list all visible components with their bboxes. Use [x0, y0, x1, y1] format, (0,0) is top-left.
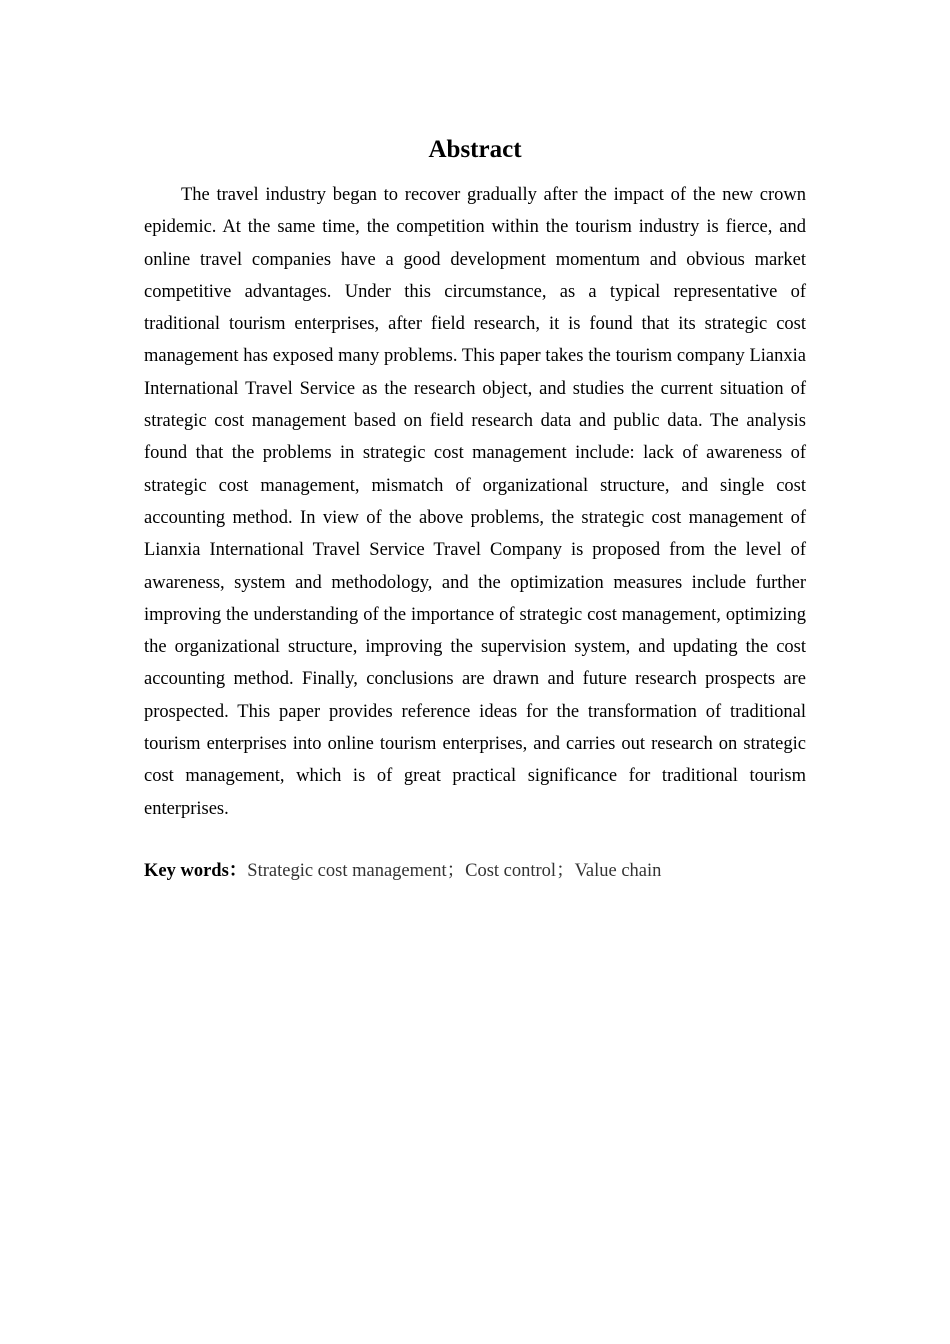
abstract-paragraph: The travel industry began to recover gradually after the impact of the new crown epidemic. At the same time, the competition within the tourism industry is fierce, and online travel companies have a good development momentum and obvious market competitive advantages. Under this circumstance, as a typical representative of traditional tourism enterprises, after field research, it is found that its strategic cost management has exposed many problems. This paper takes the tourism company Lianxia International Travel Service as the research object, and studies the current situation of strategic cost management based on field research data and public data. The analysis found that the problems in strategic cost management include: lack of awareness of strategic cost management, mismatch of organizational structure, and single cost accounting method. In view of the above problems, the strategic cost management of Lianxia International Travel Service Travel Company is proposed from the level of awareness, system and methodology, and the optimization measures include further improving the understanding of the importance of strategic cost management, optimizing the organizational structure, improving the supervision system, and updating the cost accounting method. Finally, conclusions are drawn and future research prospects are prospected. This paper provides reference ideas for the transformation of traditional tourism enterprises into online tourism enterprises, and carries out research on strategic cost management, which is of great practical significance for traditional tourism enterprises. [144, 185, 806, 819]
abstract-title: Abstract [428, 136, 522, 163]
keywords-label: Key words： [144, 861, 248, 881]
keywords-line [144, 855, 806, 887]
keywords-values: Strategic cost management；Cost control；Value chain [247, 861, 662, 881]
